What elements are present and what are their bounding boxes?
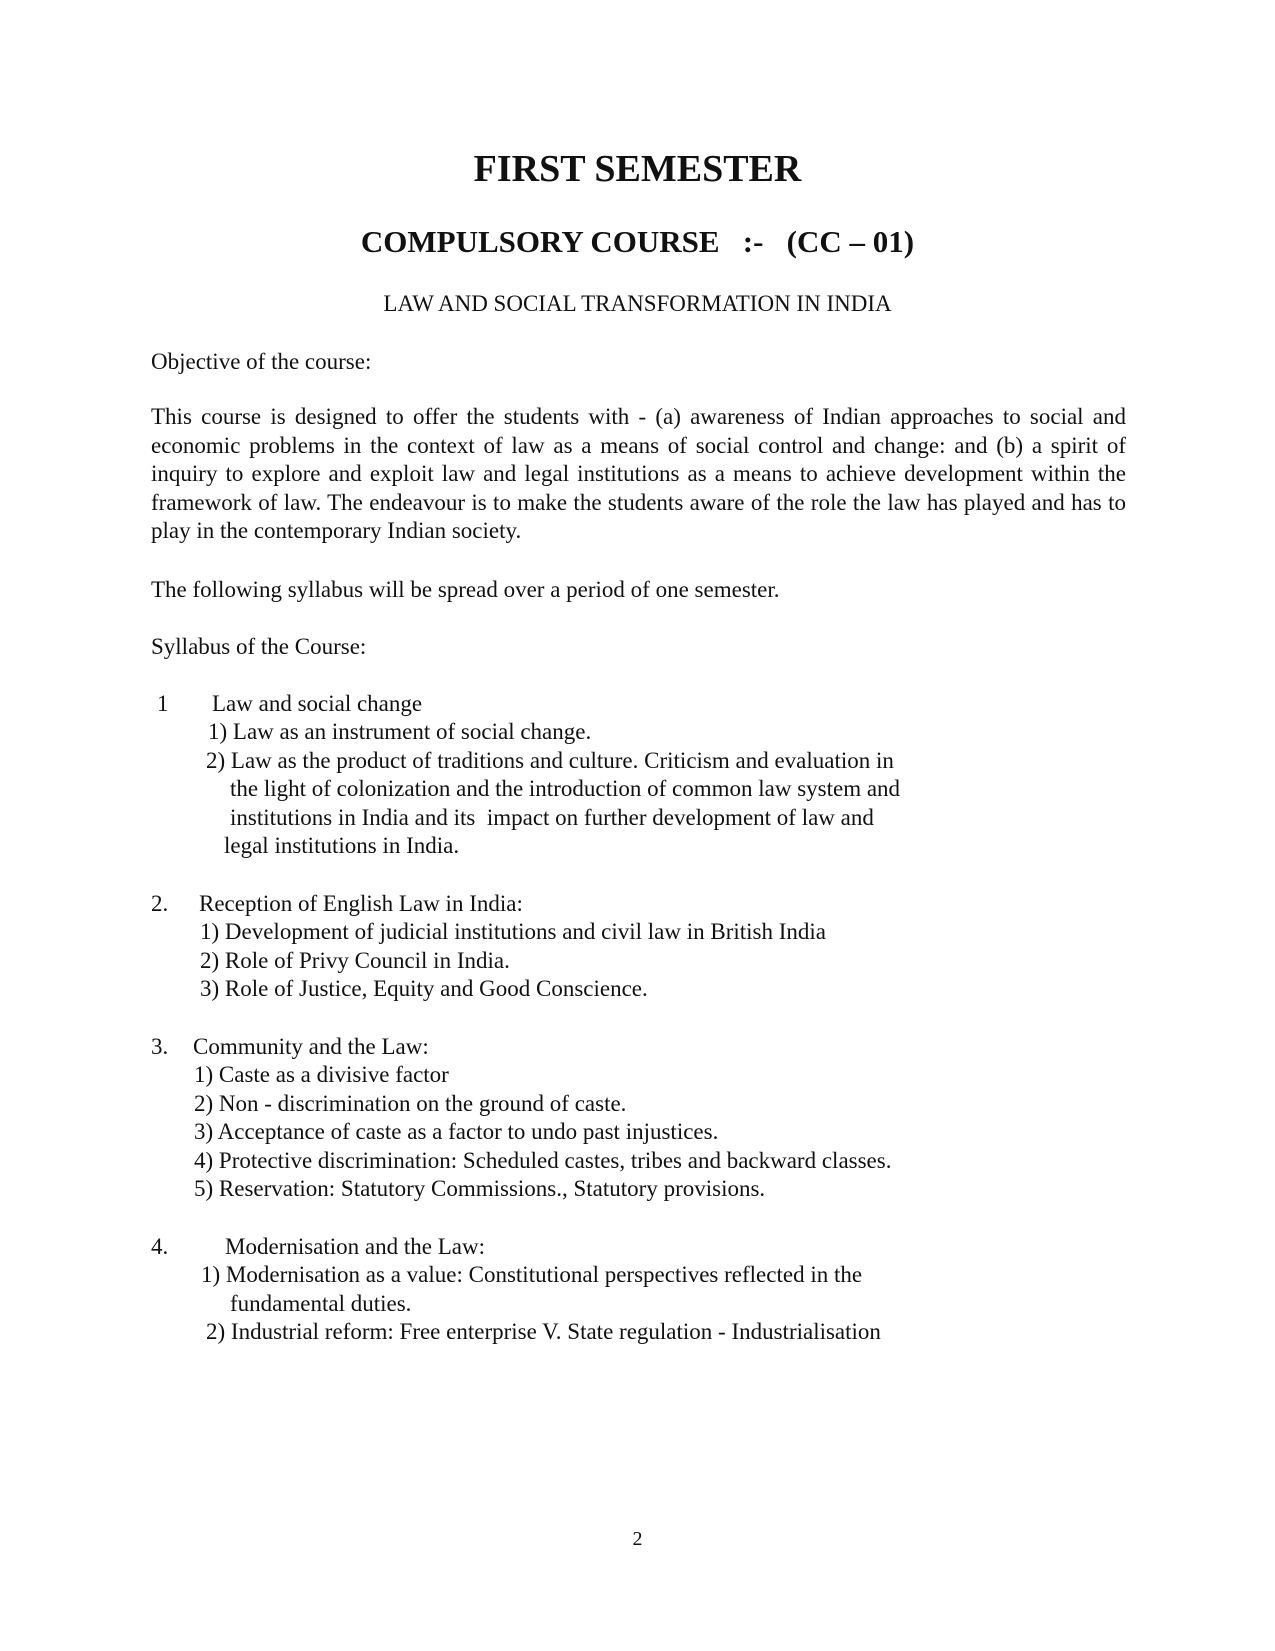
unit-item: 2) Non - discrimination on the ground of caste. <box>194 1091 627 1116</box>
unit-title: Law and social change <box>212 691 423 716</box>
unit-item: 3) Role of Justice, Equity and Good Conscience. <box>200 976 648 1001</box>
unit-item-continued: institutions in India and its impact on further development of law and <box>230 805 874 830</box>
objective-label: Objective of the course: <box>151 349 372 374</box>
unit-item: 1) Law as an instrument of social change. <box>208 719 592 744</box>
unit-item-continued: fundamental duties. <box>230 1291 412 1316</box>
syllabus-label: Syllabus of the Course: <box>151 634 367 659</box>
page-number: 2 <box>632 1528 643 1550</box>
unit-item: 2) Law as the product of traditions and culture. Criticism and evaluation in <box>206 748 894 773</box>
unit-item: 1) Caste as a divisive factor <box>194 1062 449 1087</box>
unit-item: 1) Development of judicial institutions and civil law in British India <box>200 919 827 944</box>
unit-item: 2) Industrial reform: Free enterprise V. State regulation - Industrialisation <box>206 1319 881 1344</box>
unit-number: 4. <box>151 1234 169 1259</box>
unit-title: Community and the Law: <box>193 1034 429 1059</box>
course-code-heading: COMPULSORY COURSE :- (CC – 01) <box>360 224 915 259</box>
unit-item: 4) Protective discrimination: Scheduled castes, tribes and backward classes. <box>194 1148 892 1173</box>
unit-title: Reception of English Law in India: <box>199 891 523 916</box>
objective-paragraph: This course is designed to offer the students with - (a) awareness of Indian approaches to social and economic problems in the context of law as a means of social control and change: and (b) a spirit of inquiry to explore and exploit law and legal institutions as a means to achieve development within the framework of law. The endeavour is to make the students aware of the role the law has played and has to play in the contemporary Indian society. <box>151 404 1126 544</box>
unit-item: 1) Modernisation as a value: Constitutional perspectives reflected in the <box>201 1262 863 1287</box>
unit-title: Modernisation and the Law: <box>225 1234 485 1259</box>
unit-item-continued: the light of colonization and the introduction of common law system and <box>230 776 901 801</box>
unit-item: 3) Acceptance of caste as a factor to undo past injustices. <box>194 1119 719 1144</box>
spread-note: The following syllabus will be spread over a period of one semester. <box>151 577 780 602</box>
unit-number: 2. <box>151 891 169 916</box>
unit-number: 3. <box>151 1034 169 1059</box>
course-title: LAW AND SOCIAL TRANSFORMATION IN INDIA <box>383 291 892 316</box>
unit-item: 2) Role of Privy Council in India. <box>200 948 510 973</box>
unit-item-continued: legal institutions in India. <box>224 833 460 858</box>
unit-item: 5) Reservation: Statutory Commissions., Statutory provisions. <box>194 1176 766 1201</box>
unit-number: 1 <box>157 691 169 716</box>
page-heading: FIRST SEMESTER <box>473 148 802 190</box>
